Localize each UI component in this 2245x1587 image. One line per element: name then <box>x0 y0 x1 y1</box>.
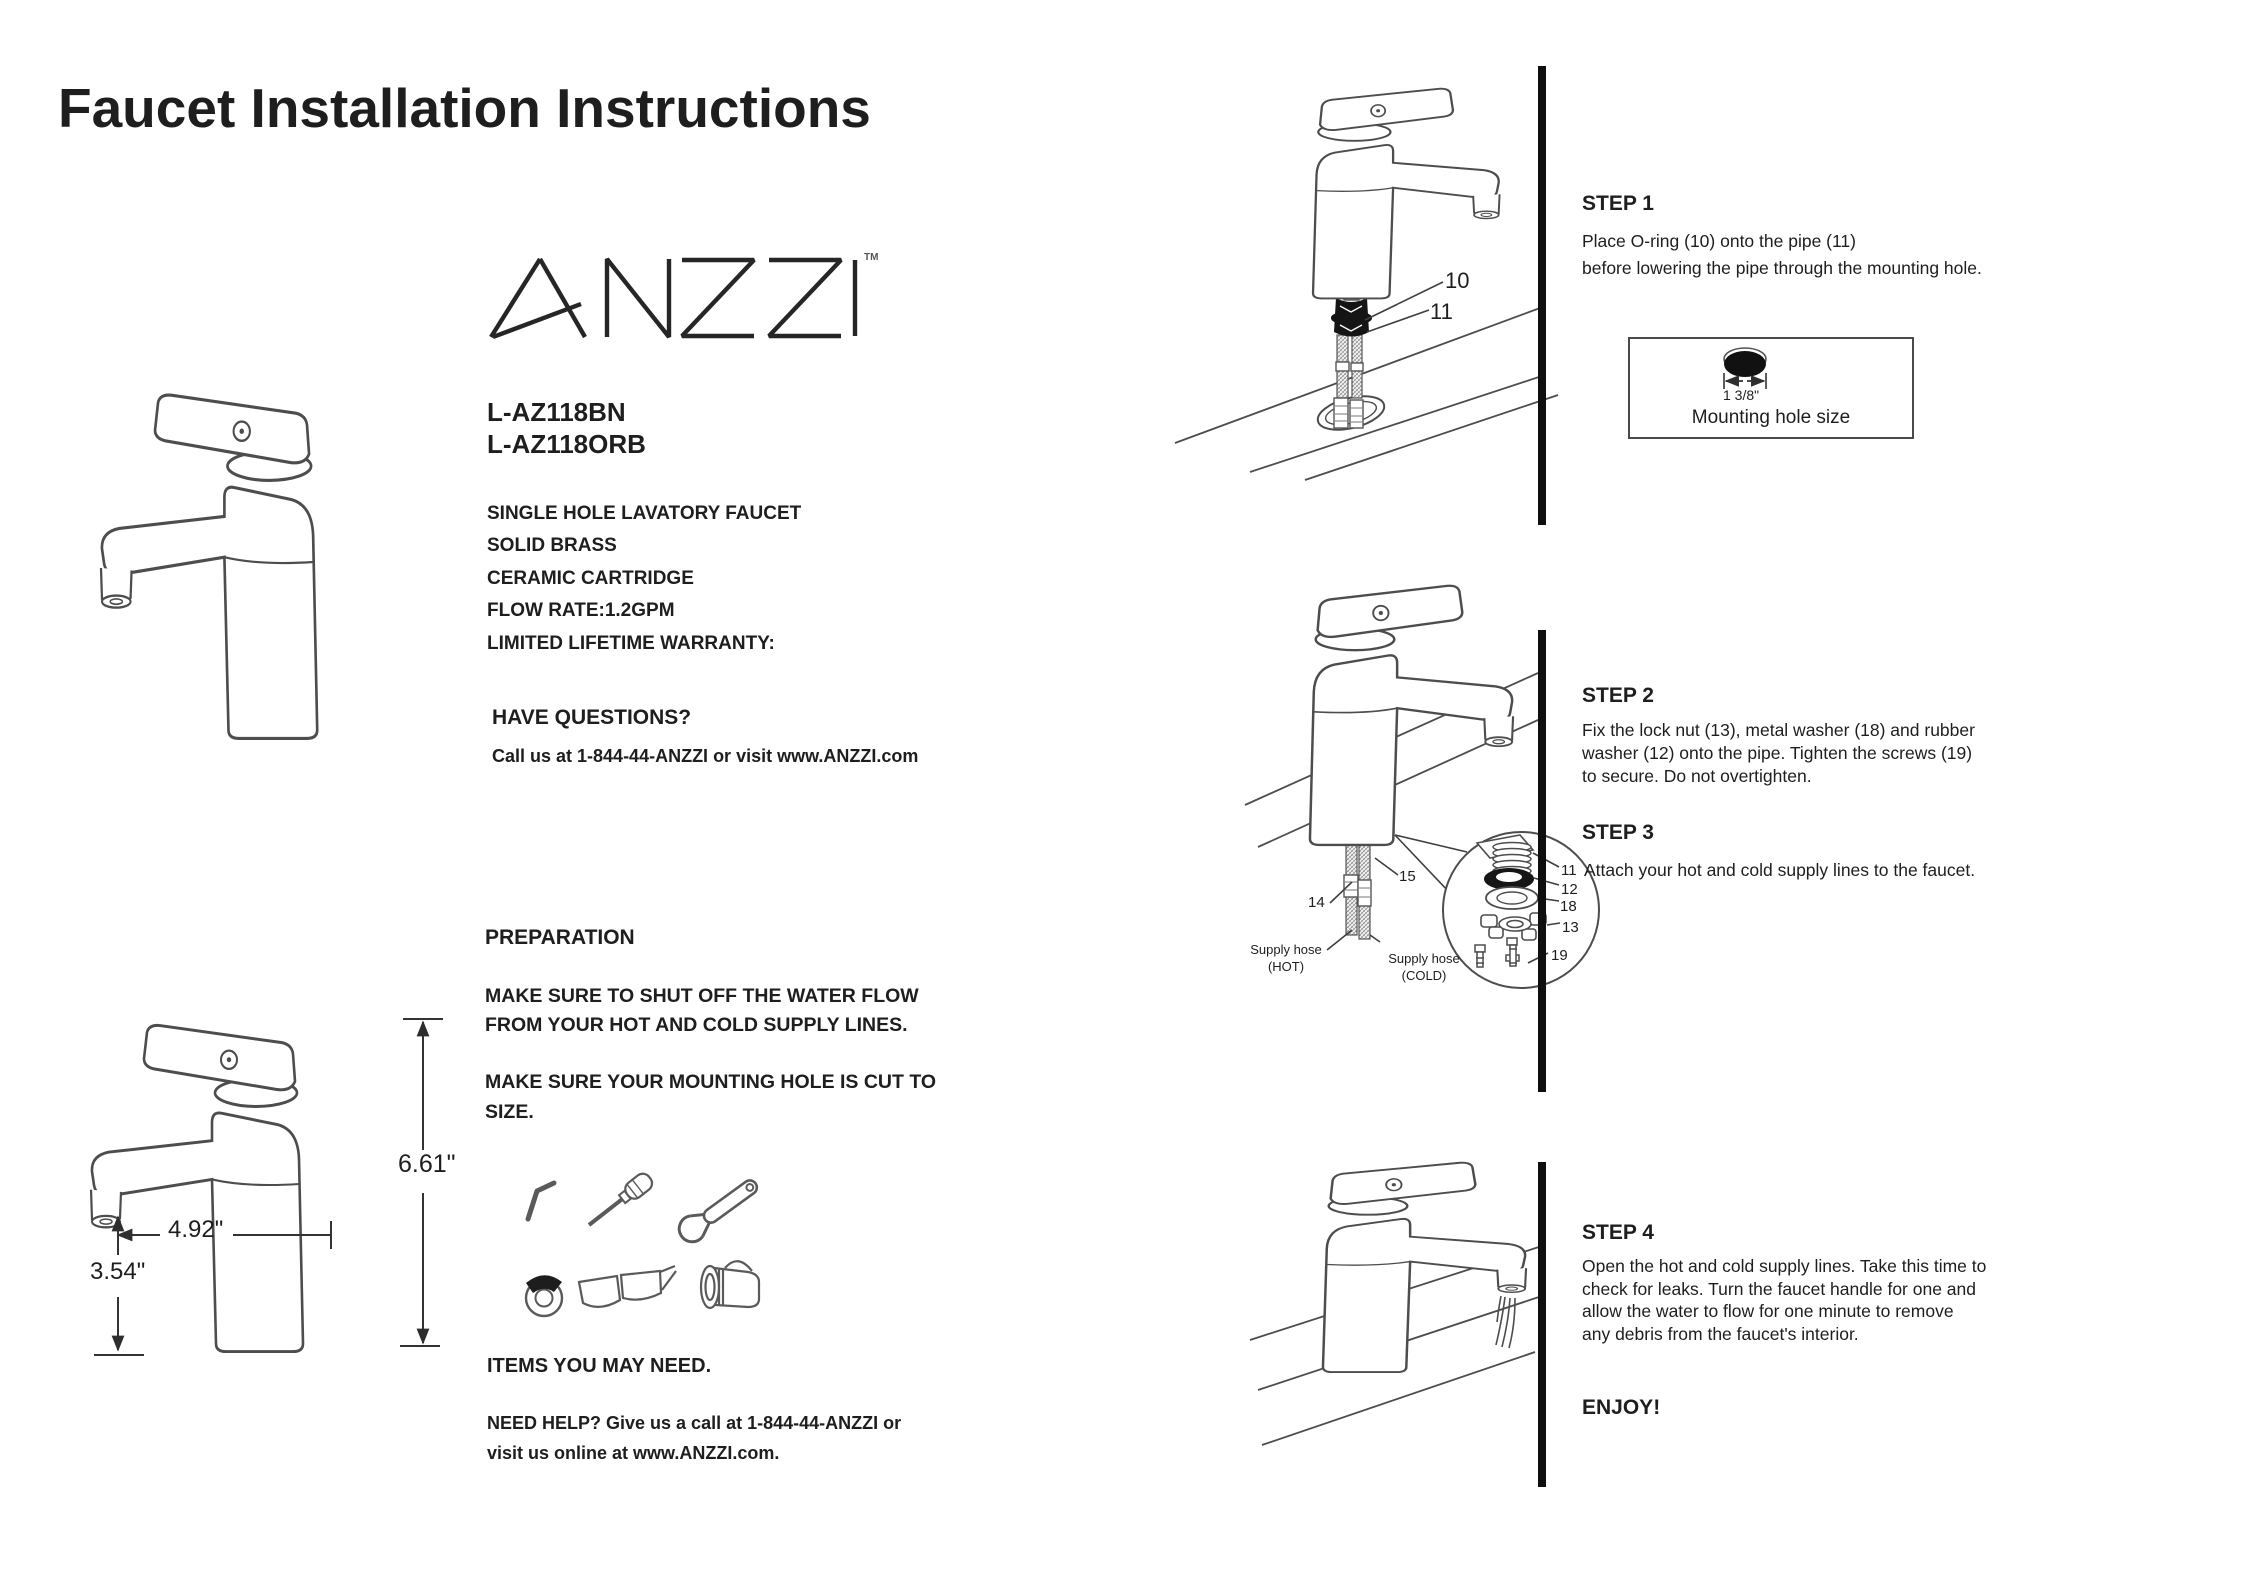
dim-spout-height: 3.54" <box>90 1258 146 1285</box>
mounting-hole-size: 1 3/8" <box>1723 387 1760 403</box>
anzzi-logo <box>488 256 860 340</box>
part-label-pipe: 11 <box>1561 862 1577 879</box>
section-divider <box>1538 1162 1546 1487</box>
step3-text: Attach your hot and cold supply lines to the faucet. <box>1584 860 1976 880</box>
spec-list <box>487 498 801 660</box>
prep-line: MAKE SURE TO SHUT OFF THE WATER FLOW <box>485 985 919 1007</box>
step1-text: Place O-ring (10) onto the pipe (11) <box>1582 231 1856 251</box>
enjoy-text: ENJOY! <box>1582 1396 1661 1419</box>
step2-text: Fix the lock nut (13), metal washer (18) and rubber <box>1582 720 1975 740</box>
spec-line: CERAMIC CARTRIDGE <box>487 567 694 589</box>
section-divider <box>1538 630 1546 1092</box>
safety-glasses-icon <box>574 1262 678 1320</box>
screwdriver-icon <box>585 1163 663 1231</box>
faucet-overview-diagram <box>60 370 430 755</box>
flashlight-icon <box>698 1256 766 1318</box>
spec-line: SINGLE HOLE LAVATORY FAUCET <box>487 503 802 524</box>
items-needed-heading: ITEMS YOU MAY NEED. <box>487 1355 712 1377</box>
prep-line: FROM YOUR HOT AND COLD SUPPLY LINES. <box>485 1014 908 1036</box>
prep-line: SIZE. <box>485 1101 534 1123</box>
page-title: Faucet Installation Instructions <box>58 77 871 139</box>
preparation-heading: PREPARATION <box>485 926 635 949</box>
dim-overall-height: 6.61" <box>398 1150 456 1178</box>
section-divider <box>1538 66 1546 525</box>
allen-key-icon <box>522 1175 558 1223</box>
step2-text: washer (12) onto the pipe. Tighten the screws (19) <box>1582 743 1973 763</box>
model-number-2: L-AZ118ORB <box>487 429 646 459</box>
step1-text: before lowering the pipe through the mounting hole. <box>1582 258 1982 278</box>
prep-line: MAKE SURE YOUR MOUNTING HOLE IS CUT TO <box>485 1071 937 1093</box>
part-label-oring: 10 <box>1445 268 1470 293</box>
trademark: TM <box>864 252 879 263</box>
mounting-hole-caption: Mounting hole size <box>1691 407 1851 428</box>
mounting-hole-box <box>1628 337 1914 439</box>
spec-line: SOLID BRASS <box>487 535 617 557</box>
supply-hose-cold-label: Supply hose (COLD) <box>1388 951 1460 983</box>
faucet-dimensions-diagram <box>50 1005 490 1400</box>
part-label-pipe: 11 <box>1430 299 1453 324</box>
step2-heading: STEP 2 <box>1582 684 1654 707</box>
plumbers-tape-icon <box>520 1268 566 1320</box>
have-questions-heading: HAVE QUESTIONS? <box>492 706 692 729</box>
need-help-line: NEED HELP? Give us a call at 1-844-44-ANZZI or <box>487 1413 902 1433</box>
dim-spout-reach: 4.92" <box>168 1216 224 1243</box>
step1-heading: STEP 1 <box>1582 192 1654 215</box>
step4-heading: STEP 4 <box>1582 1221 1654 1244</box>
spec-line: LIMITED LIFETIME WARRANTY: <box>487 632 775 654</box>
model-number-1: L-AZ118BN <box>487 397 626 427</box>
step3-heading: STEP 3 <box>1582 821 1654 844</box>
part-label-screws: 19 <box>1551 947 1568 964</box>
part-label-rubber-washer: 12 <box>1561 881 1578 898</box>
part-label-hose-cold: 15 <box>1399 868 1416 885</box>
step2-text: to secure. Do not overtighten. <box>1582 766 1812 786</box>
have-questions-body: Call us at 1-844-44-ANZZI or visit www.ANZZI.com <box>492 746 919 766</box>
step4-diagram <box>1205 1145 1565 1480</box>
part-label-metal-washer: 18 <box>1560 898 1577 915</box>
need-help-line: visit us online at www.ANZZI.com. <box>487 1443 780 1463</box>
step4-text: Open the hot and cold supply lines. Take this time to <box>1582 1256 1987 1276</box>
supply-hose-hot-label: Supply hose (HOT) <box>1250 942 1322 974</box>
step4-text: any debris from the faucet's interior. <box>1582 1324 1859 1344</box>
part-label-hose-hot: 14 <box>1308 894 1325 911</box>
step4-text: check for leaks. Turn the faucet handle for one and <box>1582 1279 1976 1299</box>
adjustable-wrench-icon <box>682 1162 772 1244</box>
step1-diagram <box>1165 70 1560 535</box>
part-label-lock-nut: 13 <box>1562 919 1579 936</box>
spec-line: FLOW RATE:1.2GPM <box>487 600 675 622</box>
step4-text: allow the water to flow for one minute to remove <box>1582 1301 1954 1321</box>
